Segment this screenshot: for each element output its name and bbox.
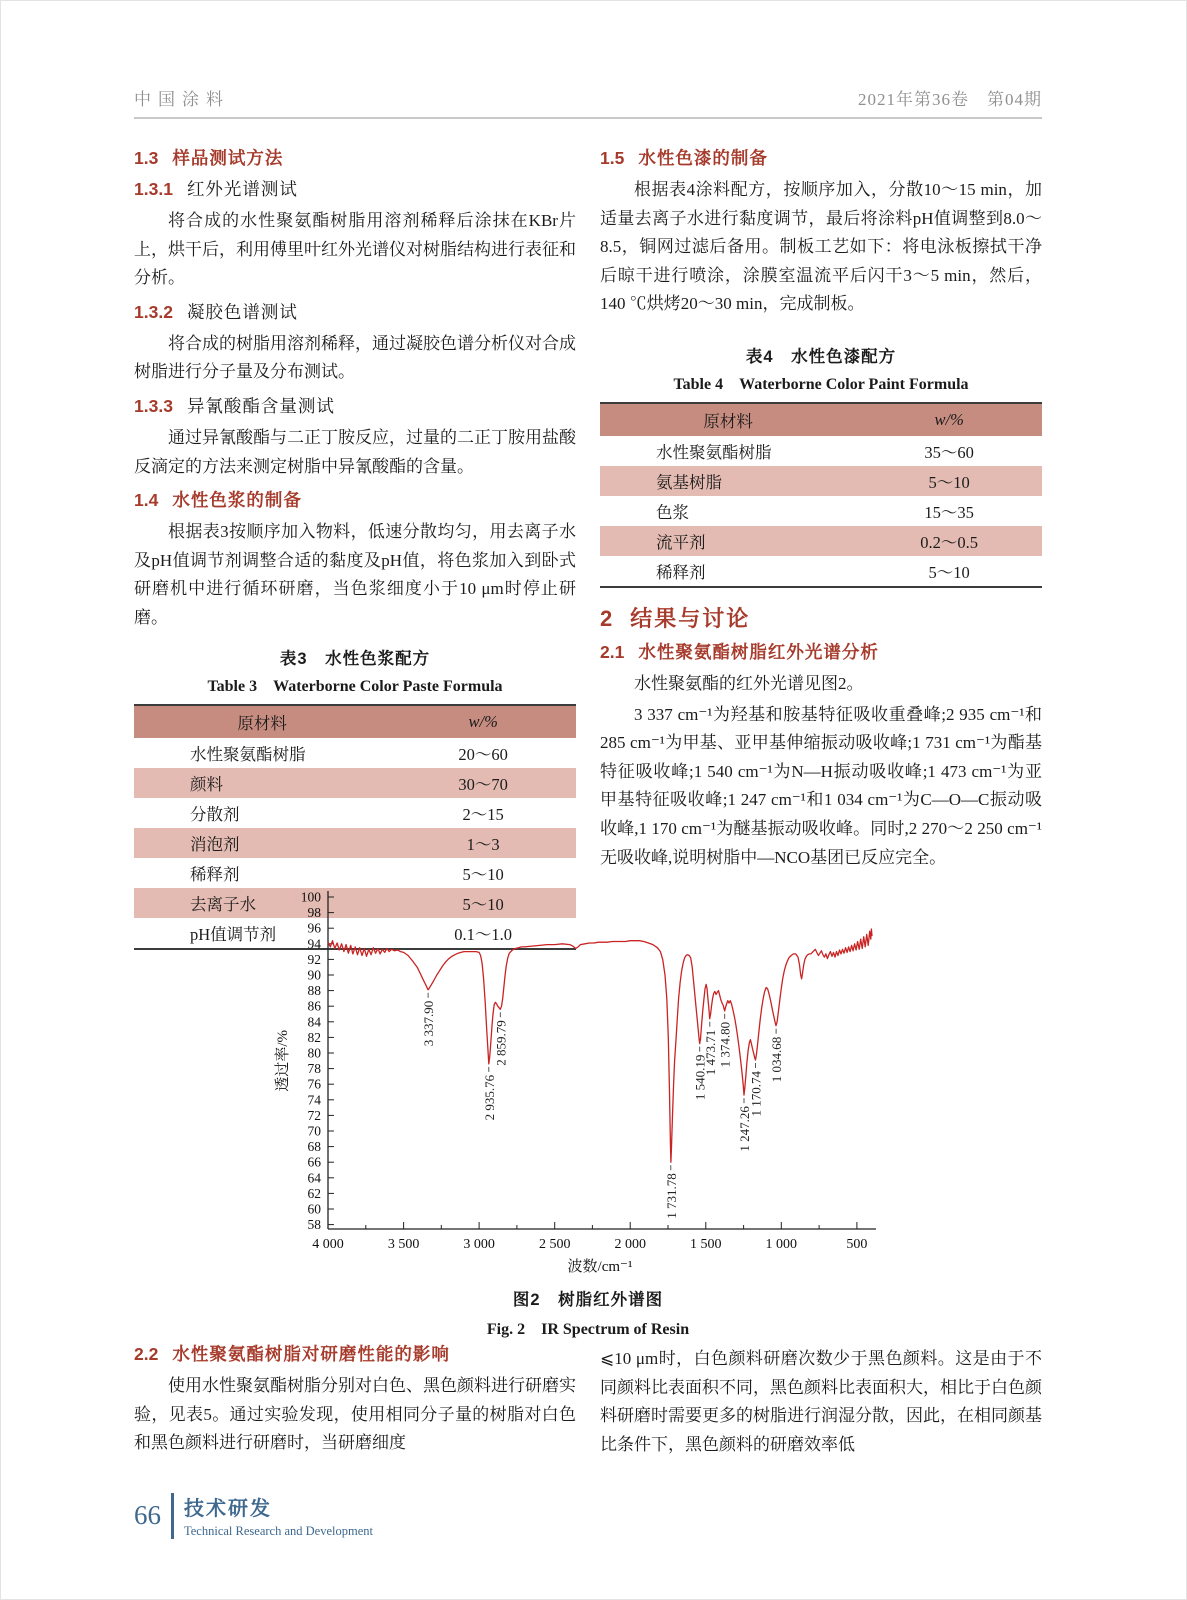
section-title: 凝胶色谱测试 [186, 301, 298, 322]
paragraph-1-4: 根据表3按顺序加入物料，低速分散均匀，用去离子水及pH值调节剂调整合适的黏度及pH值，将色浆加入到卧式研磨机中进行循环研磨，当色浆细度小于10 μm时停止研磨。 [134, 522, 576, 627]
page-number: 66 [134, 1500, 161, 1530]
table4 [600, 402, 1042, 588]
section-heading-1-3-3 [134, 393, 576, 418]
table-header-row [134, 705, 576, 738]
paragraph-2-1-intro: 水性聚氨酯的红外光谱见图2。 [634, 673, 864, 693]
section-heading-1-3-2 [134, 299, 576, 324]
section-number: 1.3 [134, 148, 159, 168]
column-header-weight-percent: w/% [390, 705, 576, 738]
value-cell: 5～10 [462, 894, 504, 914]
table-header-row [600, 403, 1042, 436]
footer-column-en: Technical Research and Development [184, 1524, 373, 1538]
ir-spectrum-chart [272, 883, 1042, 1282]
ir-spectrum-svg [272, 883, 912, 1277]
value-cell: 35～60 [924, 442, 974, 462]
svg-text:2 935.76: 2 935.76 [481, 1074, 497, 1121]
svg-text:84: 84 [307, 1014, 321, 1030]
svg-text:66: 66 [307, 1154, 321, 1170]
section-heading-2-1 [600, 639, 1042, 664]
svg-text:4 000: 4 000 [312, 1237, 344, 1252]
table-row [600, 466, 1042, 496]
column-header-material: 原材料 [134, 705, 390, 738]
value-cell: 20～60 [458, 744, 508, 764]
svg-text:1 247.26: 1 247.26 [737, 1106, 752, 1152]
table4-title-cn: 表4 水性色漆配方 [745, 347, 897, 366]
section-title: 水性聚氨酯树脂对研磨性能的影响 [172, 1344, 450, 1364]
svg-text:透过率/%: 透过率/% [275, 1029, 291, 1092]
section-heading-1-3-1 [134, 176, 576, 201]
section-heading-1-5 [600, 145, 1042, 170]
svg-text:2 000: 2 000 [614, 1237, 646, 1252]
material-cell: 色浆 [656, 502, 689, 522]
material-cell: 分散剂 [190, 804, 240, 824]
material-cell: 水性聚氨酯树脂 [190, 744, 306, 764]
value-cell: 2～15 [462, 804, 504, 824]
svg-text:1 170.74: 1 170.74 [748, 1071, 764, 1117]
table-row [600, 496, 1042, 526]
header-rule [134, 117, 1042, 119]
svg-text:1 034.68: 1 034.68 [769, 1036, 785, 1083]
value-cell: 0.1～1.0 [454, 924, 513, 944]
svg-text:62: 62 [307, 1185, 321, 1201]
svg-text:94: 94 [307, 936, 321, 952]
right-column [600, 1335, 1042, 1487]
svg-text:78: 78 [307, 1061, 321, 1077]
right-column [600, 139, 1042, 881]
column-header-material: 原材料 [600, 403, 856, 436]
value-cell: 30～70 [458, 774, 508, 794]
svg-text:2 859.79: 2 859.79 [493, 1020, 509, 1066]
svg-text:3 337.90: 3 337.90 [421, 1000, 437, 1047]
section-number: 2.2 [134, 1344, 159, 1364]
section-title: 水性聚氨酯树脂红外光谱分析 [638, 641, 879, 662]
svg-text:68: 68 [307, 1139, 321, 1155]
svg-text:96: 96 [307, 920, 321, 936]
footer-column-cn: 技术研发 [184, 1498, 272, 1520]
section-number: 1.3.2 [134, 301, 173, 322]
svg-text:1 374.80: 1 374.80 [717, 1021, 733, 1068]
table-row [134, 738, 576, 768]
svg-text:88: 88 [307, 983, 321, 999]
value-cell: 5～10 [928, 472, 970, 492]
section-title: 样品测试方法 [172, 148, 284, 168]
svg-text:500: 500 [846, 1237, 868, 1252]
svg-text:82: 82 [307, 1029, 321, 1045]
material-cell: 消泡剂 [190, 834, 240, 854]
section-heading-2 [600, 602, 1042, 633]
value-cell: 5～10 [928, 562, 970, 582]
table4-title-en: Table 4 Waterborne Color Paint Formula [673, 375, 969, 393]
journal-name: 中国涂料 [134, 90, 230, 109]
material-cell: 颜料 [190, 774, 223, 794]
section-title: 结果与讨论 [630, 605, 751, 631]
svg-text:64: 64 [307, 1170, 321, 1186]
value-cell: 5～10 [462, 864, 504, 884]
page-header [134, 1, 1042, 110]
svg-text:100: 100 [300, 889, 321, 905]
svg-text:1 473.71: 1 473.71 [702, 1029, 718, 1076]
paragraph-1-3-2: 将合成的树脂用溶剂稀释，通过凝胶色谱分析仪对合成树脂进行分子量及分布测试。 [134, 333, 576, 382]
material-cell: 稀释剂 [190, 864, 240, 884]
table-row [134, 828, 576, 858]
value-cell: 1～3 [466, 834, 500, 854]
section-number: 1.5 [600, 148, 625, 168]
svg-text:72: 72 [307, 1107, 321, 1123]
table-row [600, 436, 1042, 466]
issue-info: 2021年第36卷 第04期 [858, 90, 1042, 109]
svg-text:1 731.78: 1 731.78 [663, 1173, 679, 1219]
svg-text:70: 70 [307, 1123, 321, 1139]
value-cell: 15～35 [924, 502, 974, 522]
figure-caption-cn: 图2 树脂红外谱图 [512, 1291, 664, 1309]
table3-title-en: Table 3 Waterborne Color Paste Formula [207, 677, 503, 695]
section-heading-2-2 [134, 1341, 576, 1366]
value-cell: 0.2～0.5 [920, 532, 979, 552]
section-number: 2.1 [600, 641, 625, 662]
footer-divider-bar [171, 1493, 174, 1539]
svg-text:1 500: 1 500 [690, 1237, 722, 1252]
table-row [134, 768, 576, 798]
section-title: 水性色漆的制备 [638, 148, 768, 168]
svg-text:80: 80 [307, 1045, 321, 1061]
svg-text:1 000: 1 000 [765, 1237, 798, 1252]
section-title: 异氰酸酯含量测试 [186, 395, 335, 416]
svg-text:1 540.19: 1 540.19 [692, 1054, 708, 1101]
bottom-columns [134, 1335, 1042, 1487]
svg-text:92: 92 [307, 951, 321, 967]
figure-caption-en: Fig. 2 IR Spectrum of Resin [486, 1321, 690, 1338]
material-cell: 稀释剂 [656, 562, 706, 582]
svg-text:3 000: 3 000 [463, 1237, 495, 1252]
paragraph-2-1-analysis: 3 337 cm⁻¹为羟基和胺基特征吸收重叠峰;2 935 cm⁻¹和285 cm⁻¹为甲基、亚甲基伸缩振动吸收峰;1 731 cm⁻¹为酯基特征吸收峰;1 540 cm⁻¹为N—H振动吸收峰;1 473 cm⁻¹为亚甲基特征吸收峰;1 247 cm⁻¹和1 034 cm⁻¹为C—O—C振动吸收峰,1 170 cm⁻¹为醚基振动吸收峰。同时,2 270～2 250 cm⁻¹无吸收峰,说明树脂中—NCO基团已反应完全。 [600, 704, 1042, 867]
section-number: 1.4 [134, 490, 159, 511]
svg-text:86: 86 [307, 998, 321, 1014]
paragraph-1-5: 根据表4涂料配方，按顺序加入，分散10～15 min，加适量去离子水进行黏度调节，最后将涂料pH值调整到8.0～8.5，铜网过滤后备用。制板工艺如下：将电泳板擦拭干净后晾干进行喷涂，涂膜室温流平后闪干3～5 min，然后，140 ℃烘烤20～30 min，完成制板。 [600, 180, 1042, 314]
svg-text:60: 60 [307, 1201, 321, 1217]
paragraph-2-2: 使用水性聚氨酯树脂分别对白色、黑色颜料进行研磨实验，见表5。通过实验发现，使用相同分子量的树脂对白色和黑色颜料进行研磨时，当研磨细度 [134, 1376, 576, 1453]
column-header-weight-percent: w/% [856, 403, 1042, 436]
section-number: 1.3.1 [134, 179, 173, 199]
svg-text:74: 74 [307, 1092, 321, 1108]
paragraph-1-3-3: 通过异氰酸酯与二正丁胺反应，过量的二正丁胺用盐酸反滴定的方法来测定树脂中异氰酸酯的含量。 [134, 427, 576, 476]
svg-text:98: 98 [307, 905, 321, 921]
svg-text:58: 58 [307, 1217, 321, 1233]
table-row [600, 556, 1042, 587]
section-title: 水性色浆的制备 [172, 490, 302, 511]
svg-text:90: 90 [307, 967, 321, 983]
left-column [134, 1335, 576, 1487]
material-cell: pH值调节剂 [190, 924, 277, 944]
table3-title-cn: 表3 水性色浆配方 [279, 649, 431, 668]
material-cell: 氨基树脂 [656, 472, 722, 492]
svg-text:波数/cm⁻¹: 波数/cm⁻¹ [567, 1259, 633, 1275]
material-cell: 流平剂 [656, 532, 706, 552]
footer-column-labels [184, 1492, 373, 1539]
section-heading-1-3 [134, 145, 576, 170]
page-footer [134, 1492, 373, 1539]
material-cell: 去离子水 [190, 894, 256, 914]
svg-text:2 500: 2 500 [538, 1237, 571, 1252]
table-row [134, 798, 576, 828]
paragraph-2-2-continued: ⩽10 μm时，白色颜料研磨次数少于黑色颜料。这是由于不同颜料比表面积不同，黑色颜料比表面积大，相比于白色颜料研磨时需要更多的树脂进行润湿分散，因此，在相同颜基比条件下，黑色颜料的研磨效率低 [600, 1349, 1042, 1454]
section-number: 2 [600, 605, 613, 631]
svg-text:3 500: 3 500 [387, 1237, 420, 1252]
table-row [600, 526, 1042, 556]
svg-text:76: 76 [307, 1076, 321, 1092]
paragraph-1-3-1: 将合成的水性聚氨酯树脂用溶剂稀释后涂抹在KBr片上，烘干后，利用傅里叶红外光谱仪对树脂结构进行表征和分析。 [134, 211, 576, 288]
material-cell: 水性聚氨酯树脂 [656, 442, 772, 462]
section-heading-1-4 [134, 487, 576, 512]
section-title: 红外光谱测试 [186, 179, 298, 199]
section-number: 1.3.3 [134, 395, 173, 416]
